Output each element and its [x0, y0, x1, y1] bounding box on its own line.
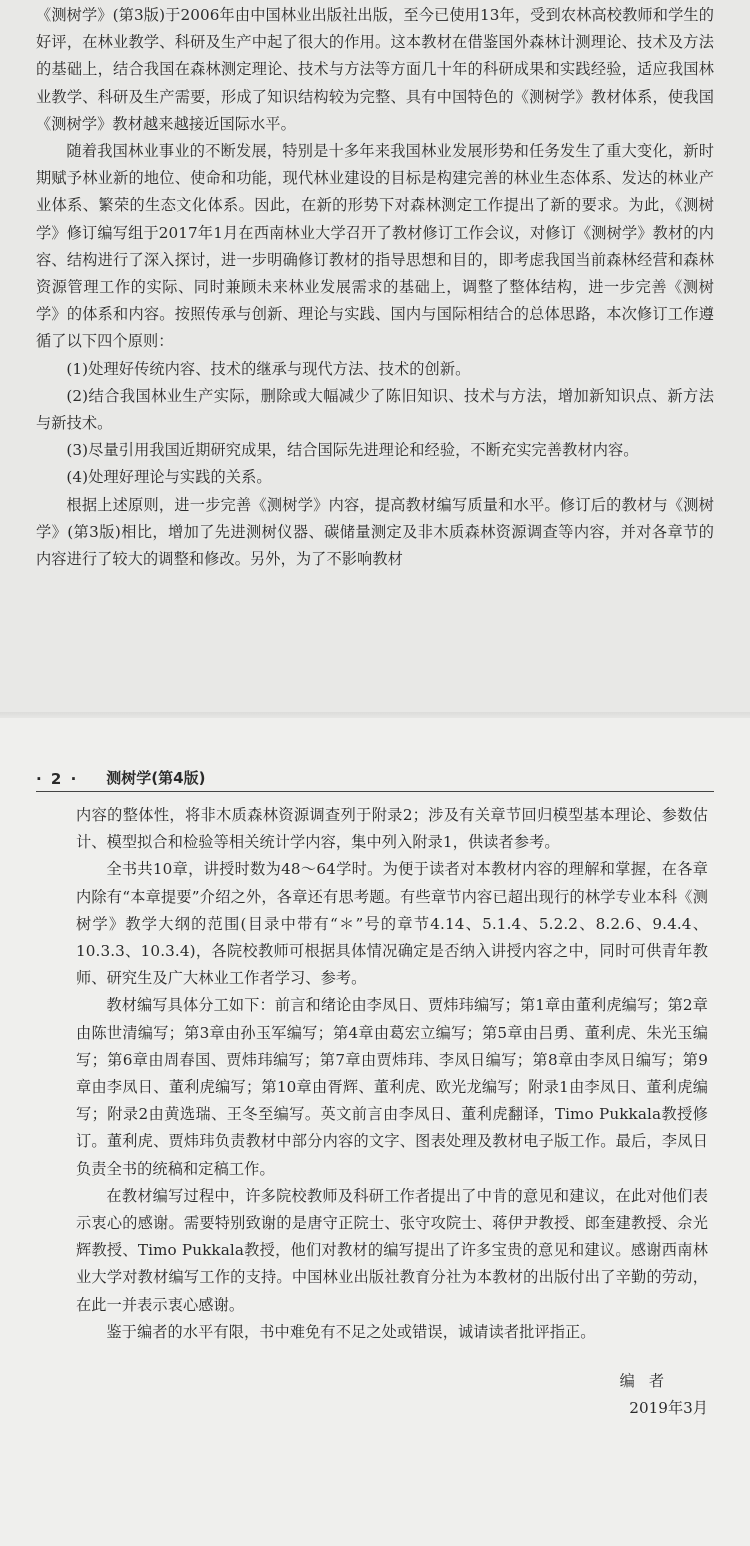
book-title: 测树学(第4版) [106, 769, 206, 787]
list-item-principle-3: (3)尽量引用我国近期研究成果，结合国际先进理论和经验，不断充实完善教材内容。 [66, 441, 639, 460]
list-item-principle-2: (2)结合我国林业生产实际，删除或大幅减少了陈旧知识、技术与方法，增加新知识点、新方法与新技术。 [36, 386, 714, 433]
running-header [36, 764, 714, 792]
paragraph: 随着我国林业事业的不断发展，特别是十多年来我国林业发展形势和任务发生了重大变化，新时期赋予林业新的地位、使命和功能，现代林业建设的目标是构建完善的林业生态体系、发达的林业产业体系、繁荣的生态文化体系。因此，在新的形势下对森林测定工作提出了新的要求。为此，《测树学》修订编写组于2017年1月在西南林业大学召开了教材修订工作会议，对修订《测树学》教材的内容、结构进行了深入探讨，进一步明确修订教材的指导思想和目的，即考虑我国当前森林经营和森林资源管理工作的实际、同时兼顾未来林业发展需求的基础上，调整了整体结构，进一步完善《测树学》的体系和内容。按照传承与创新、理论与实践、国内与国际相结合的总体思路，本次修订工作遵循了以下四个原则： [36, 142, 714, 351]
page-number: · 2 · [36, 770, 79, 788]
paragraph: 内容的整体性，将非木质森林资源调查列于附录2；涉及有关章节回归模型基本理论、参数估计、模型拟合和检验等相关统计学内容，集中列入附录1，供读者参考。 [76, 806, 708, 852]
page-upper [0, 0, 750, 718]
list-item-principle-1: (1)处理好传统内容、技术的继承与现代方法、技术的创新。 [66, 359, 471, 378]
page-body [36, 802, 714, 1422]
page-lower [0, 718, 750, 1546]
list-item-principle-4: (4)处理好理论与实践的关系。 [66, 468, 272, 487]
paragraph: 在教材编写过程中，许多院校教师及科研工作者提出了中肯的意见和建议，在此对他们表示衷心的感谢。需要特别致谢的是唐守正院士、张守攻院士、蒋伊尹教授、郎奎建教授、佘光辉教授、Timo Pukkala教授，他们对教材的编写提出了许多宝贵的意见和建议。感谢西南林业大学对教材编写工作的支持。中国林业出版社教育分社为本教材的出版付出了辛勤的劳动，在此一并表示衷心感谢。 [76, 1186, 708, 1314]
signature-date: 2019年3月 [629, 1399, 708, 1418]
paragraph: 鉴于编者的水平有限，书中难免有不足之处或错误，诚请读者批评指正。 [106, 1322, 596, 1341]
signature-editor: 编者 [619, 1372, 678, 1391]
paragraph: 《测树学》(第3版)于2006年由中国林业出版社出版，至今已使用13年，受到农林高校教师和学生的好评，在林业教学、科研及生产中起了很大的作用。这本教材在借鉴国外森林计测理论、技术及方法的基础上，结合我国在森林测定理论、技术与方法等方面几十年的科研成果和实践经验，适应我国林业教学、科研及生产需要，形成了知识结构较为完整、具有中国特色的《测树学》教材体系，使我国《测树学》教材越来越接近国际水平。 [36, 6, 714, 133]
paragraph: 根据上述原则，进一步完善《测树学》内容，提高教材编写质量和水平。修订后的教材与《测树学》(第3版)相比，增加了先进测树仪器、碳储量测定及非木质森林资源调查等内容，并对各章节的内容进行了较大的调整和修改。另外，为了不影响教材 [36, 495, 714, 569]
paragraph: 全书共10章，讲授时数为48～64学时。为便于读者对本教材内容的理解和掌握，在各章内除有“本章提要”介绍之外，各章还有思考题。有些章节内容已超出现行的林学专业本科《测树学》教学大纲的范围(目录中带有“＊”号的章节4.14、5.1.4、5.2.2、8.2.6、9.4.4、10.3.3、10.3.4)，各院校教师可根据具体情况确定是否纳入讲授内容之中，同时可供青年教师、研究生及广大林业工作者学习、参考。 [76, 860, 708, 988]
paragraph: 教材编写具体分工如下：前言和绪论由李凤日、贾炜玮编写；第1章由董利虎编写；第2章由陈世清编写；第3章由孙玉军编写；第4章由葛宏立编写；第5章由吕勇、董利虎、朱光玉编写；第6章由周春国、贾炜玮编写；第7章由贾炜玮、李凤日编写；第8章由李凤日编写；第9章由李凤日、董利虎编写；第10章由胥辉、董利虎、欧光龙编写；附录1由李凤日、董利虎编写；附录2由黄选瑞、王冬至编写。英文前言由李凤日、董利虎翻译，Timo Pukkala教授修订。董利虎、贾炜玮负责教材中部分内容的文字、图表处理及教材电子版工作。最后，李凤日负责全书的统稿和定稿工作。 [76, 996, 708, 1178]
